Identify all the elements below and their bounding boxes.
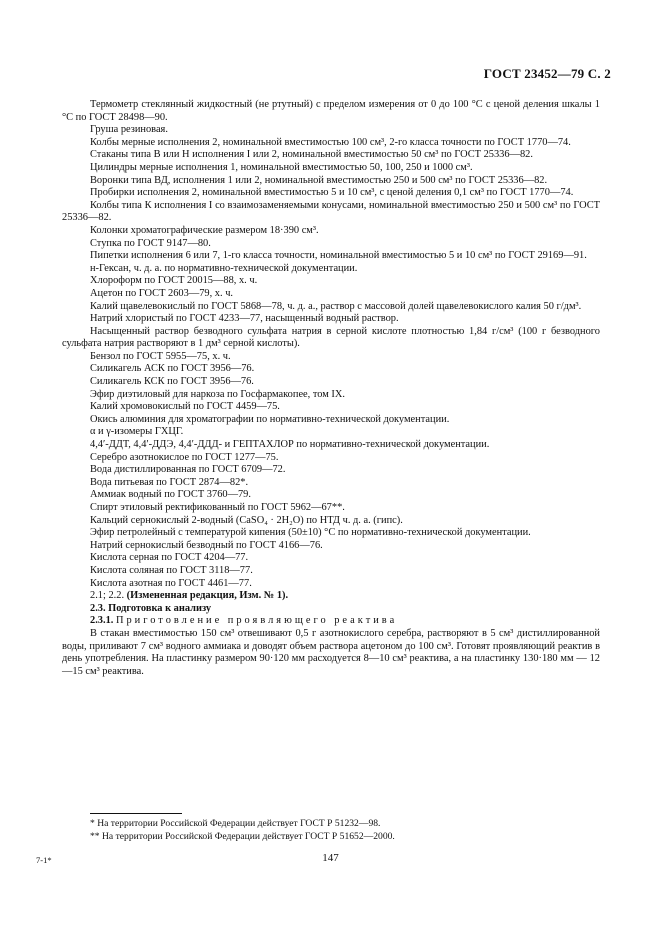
paragraph: 4,4′-ДДТ, 4,4′-ДДЭ, 4,4′-ДДД- и ГЕПТАХЛОР по нормативно-технической документации. xyxy=(90,439,490,451)
paragraph: Натрий хлористый по ГОСТ 4233—77, насыщенный водный раствор. xyxy=(90,313,399,325)
page-number: 147 xyxy=(322,852,339,864)
paragraph: Стаканы типа В или Н исполнения I или 2, номинальной вместимостью 50 см³ по ГОСТ 25336—82. xyxy=(90,149,533,161)
paragraph: Калий хромовокислый по ГОСТ 4459—75. xyxy=(90,401,280,413)
paragraph: α и γ-изомеры ГХЦГ. xyxy=(90,426,184,438)
footer-code: 7-1* xyxy=(36,855,52,865)
edition-note: (Измененная редакция, Изм. № 1). xyxy=(126,590,289,602)
footnote: * На территории Российской Федерации действует ГОСТ Р 51232—98. xyxy=(90,818,381,829)
running-header: ГОСТ 23452—79 С. 2 xyxy=(483,66,611,81)
paragraph: Колбы типа К исполнения I со взаимозаменяемыми конусами, номинальной вместимостью 250 и 500 см³ по ГОСТ 25336—82. xyxy=(62,199,600,224)
section-title: 2.3. Подготовка к анализу xyxy=(90,602,212,614)
paragraph: н-Гексан, ч. д. а. по нормативно-технической документации. xyxy=(90,262,358,274)
paragraph: Вода дистиллированная по ГОСТ 6709—72. xyxy=(90,464,286,476)
subsection-number: 2.3.1. xyxy=(90,615,116,627)
subsection-title: Приготовление проявляющего реактива xyxy=(115,615,398,627)
paragraph: Кислота серная по ГОСТ 4204—77. xyxy=(90,552,249,564)
paragraph: Ступка по ГОСТ 9147—80. xyxy=(90,237,211,249)
footnote: ** На территории Российской Федерации действует ГОСТ Р 51652—2000. xyxy=(90,830,395,842)
subsection-heading xyxy=(62,615,600,628)
footnote-rule xyxy=(90,813,182,814)
paragraph: Кислота азотная по ГОСТ 4461—77. xyxy=(90,577,252,589)
paragraph: Серебро азотнокислое по ГОСТ 1277—75. xyxy=(90,451,279,463)
paragraph: Пробирки исполнения 2, номинальной вместимостью 5 и 10 см³, с ценой деления 0,1 см³ по ГОСТ 1770—74. xyxy=(90,187,574,199)
paragraph: Аммиак водный по ГОСТ 3760—79. xyxy=(90,489,251,501)
paragraph: Вода питьевая по ГОСТ 2874—82*. xyxy=(90,476,249,488)
paragraph: Хлороформ по ГОСТ 20015—88, х. ч. xyxy=(90,275,258,287)
edition-note-paragraph xyxy=(62,590,600,603)
final-paragraph: В стакан вместимостью 150 см³ отвешивают 0,5 г азотнокислого серебра, растворяют в 5 см³ дистиллированной воды, приливают 7 см³ водного аммиака и доводят объем раствора ацетоном до 100 см³. Готовят проявляющий реактив в день употребления. На пластинку размером 90·120 мм расходуется 8—10 см³ реактива, а на пластинку 130·180 мм — 12—15 см³ реактива. xyxy=(62,627,600,677)
edition-prefix: 2.1; 2.2. xyxy=(90,590,127,602)
footnotes xyxy=(62,813,600,843)
paragraph: Кислота соляная по ГОСТ 3118—77. xyxy=(90,564,253,576)
paragraph: Кальций сернокислый 2-водный (CaSO₄ · 2H₂O) по НТД ч. д. а. (гипс). xyxy=(90,514,403,526)
paragraph: Эфир диэтиловый для наркоза по Госфармакопее, том IX. xyxy=(90,388,345,400)
document-body xyxy=(62,99,600,678)
paragraph: Ацетон по ГОСТ 2603—79, х. ч. xyxy=(90,287,234,299)
paragraph: Термометр стеклянный жидкостный (не ртутный) с пределом измерения от 0 до 100 °С с ценой деления шкалы 1 °С по ГОСТ 28498—90. xyxy=(62,99,600,123)
paragraph: Бензол по ГОСТ 5955—75, х. ч. xyxy=(90,350,231,362)
paragraph: Натрий сернокислый безводный по ГОСТ 4166—76. xyxy=(90,539,323,551)
paragraph: Окись алюминия для хроматографии по нормативно-технической документации. xyxy=(90,413,450,425)
paragraph: Насыщенный раствор безводного сульфата натрия в серной кислоте плотностью 1,84 г/см³ (100 г безводного сульфата натрия растворяют в 1 дм³ серной кислоты). xyxy=(62,325,600,350)
paragraph: Силикагель АСК по ГОСТ 3956—76. xyxy=(90,363,255,375)
paragraph: Эфир петролейный с температурой кипения (50±10) °С по нормативно-технической документации. xyxy=(90,527,531,539)
paragraph: Цилиндры мерные исполнения 1, номинальной вместимостью 50, 100, 250 и 1000 см³. xyxy=(90,161,473,173)
paragraph: Пипетки исполнения 6 или 7, 1-го класса точности, номинальной вместимостью 5 и 10 см³ по ГОСТ 29169—91. xyxy=(90,250,587,262)
paragraph: Колбы мерные исполнения 2, номинальной вместимостью 100 см³, 2-го класса точности по ГОСТ 1770—74. xyxy=(90,136,571,148)
paragraph: Спирт этиловый ректификованный по ГОСТ 5962—67**. xyxy=(90,502,345,513)
paragraph: Калий щавелевокислый по ГОСТ 5868—78, ч. д. а., раствор с массовой долей щавелевокислого калия 50 г/дм³. xyxy=(90,300,582,312)
paragraph: Колонки хроматографические размером 18·390 см³. xyxy=(90,224,319,236)
paragraph: Воронки типа ВД, исполнения 1 или 2, номинальной вместимостью 250 и 500 см³ по ГОСТ 25336—82. xyxy=(90,174,548,186)
paragraph: Силикагель КСК по ГОСТ 3956—76. xyxy=(90,376,254,388)
paragraph: Груша резиновая. xyxy=(90,124,168,136)
